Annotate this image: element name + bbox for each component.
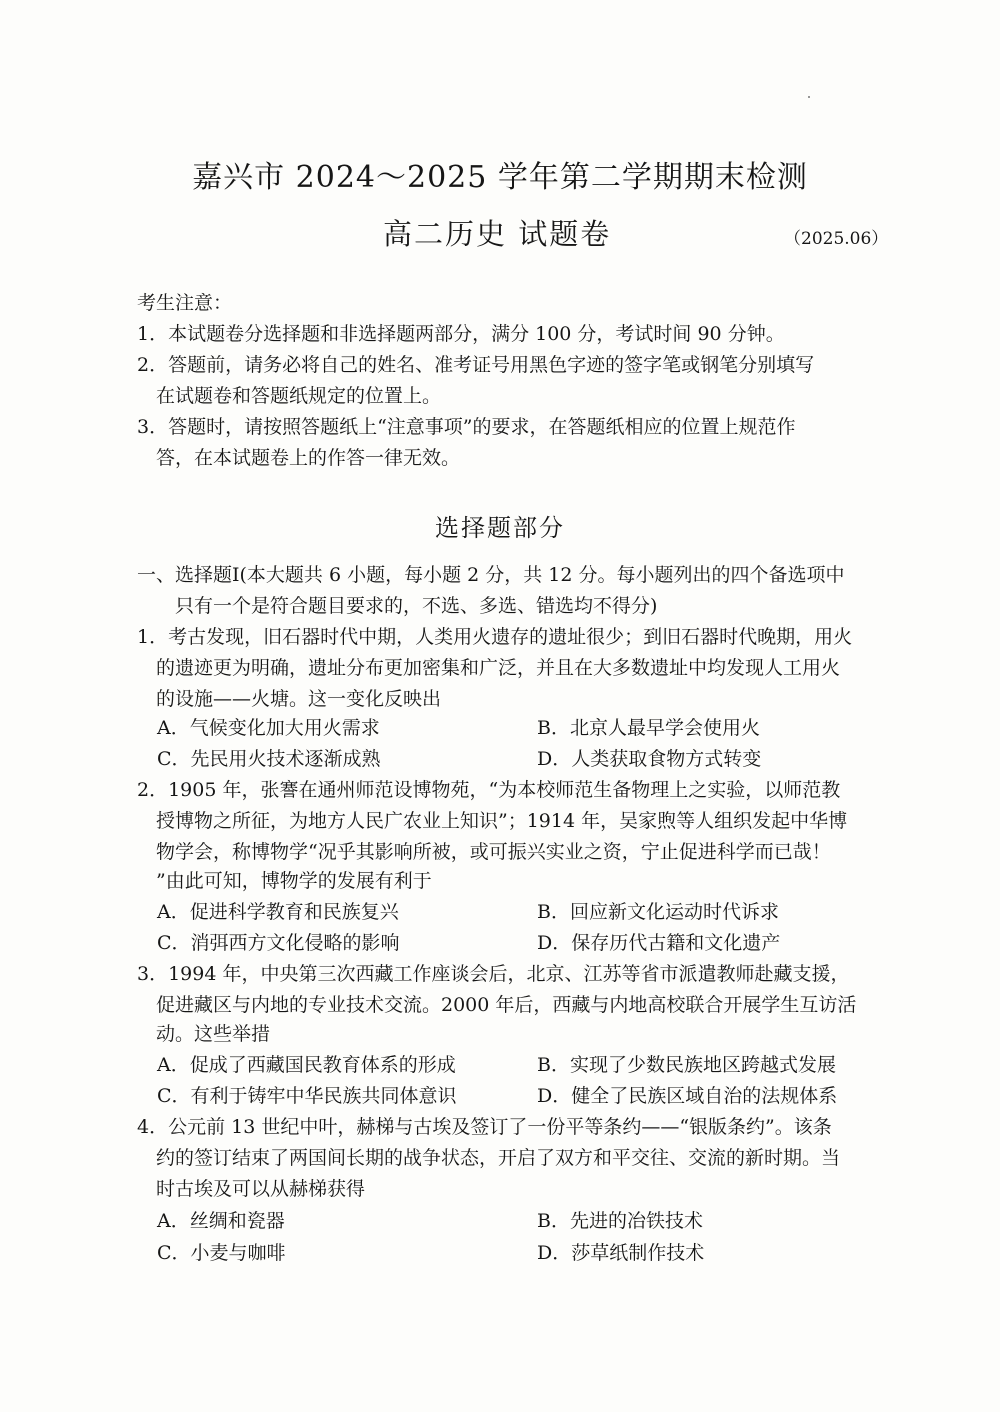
part1-instruction: 一、选择题Ⅰ(本大题共 6 小题，每小题 2 分，共 12 分。每小题列出的四个备选项中 (137, 564, 845, 586)
question-4-option-c[interactable]: C．小麦与咖啡 (157, 1242, 286, 1264)
question-1-option-c[interactable]: C．先民用火技术逐渐成熟 (157, 748, 381, 770)
question-2-stem-cont: 物学会，称博物学“况乎其影响所被，或可振兴实业之资，宁止促进科学而已哉！ (156, 841, 831, 863)
question-1-stem-cont: 的设施——火塘。这一变化反映出 (156, 688, 442, 710)
notice-item-3-cont: 答，在本试题卷上的作答一律无效。 (156, 447, 461, 469)
question-3-stem-cont: 动。这些举措 (156, 1023, 271, 1045)
question-2-option-c[interactable]: C．消弭西方文化侵略的影响 (157, 932, 400, 954)
section-title: 选择题部分 (435, 514, 565, 542)
question-4-stem-cont: 时古埃及可以从赫梯获得 (156, 1178, 366, 1200)
question-1-stem: 1．考古发现，旧石器时代中期，人类用火遗存的遗址很少；到旧石器时代晚期，用火 (137, 626, 853, 648)
question-4-option-b[interactable]: B．先进的冶铁技术 (537, 1210, 703, 1232)
question-3-option-a[interactable]: A．促成了西藏国民教育体系的形成 (157, 1054, 456, 1076)
question-2-stem-cont: ”由此可知，博物学的发展有利于 (156, 870, 432, 892)
exam-subtitle: 高二历史 试题卷 (383, 217, 612, 251)
question-3-option-c[interactable]: C．有利于铸牢中华民族共同体意识 (157, 1085, 457, 1107)
question-4-stem: 4．公元前 13 世纪中叶，赫梯与古埃及签订了一份平等条约——“银版条约”。该条 (137, 1116, 832, 1138)
notice-item-3: 3．答题时，请按照答题纸上“注意事项”的要求，在答题纸相应的位置上规范作 (137, 416, 796, 438)
question-2-option-d[interactable]: D．保存历代古籍和文化遗产 (537, 932, 781, 954)
question-2-option-b[interactable]: B．回应新文化运动时代诉求 (537, 901, 779, 923)
question-4-option-d[interactable]: D．莎草纸制作技术 (537, 1242, 705, 1264)
question-1-option-a[interactable]: A．气候变化加大用火需求 (157, 717, 380, 739)
notice-item-2-cont: 在试题卷和答题纸规定的位置上。 (156, 385, 442, 407)
exam-date: （2025.06） (784, 229, 889, 249)
notice-item-1: 1．本试题卷分选择题和非选择题两部分，满分 100 分，考试时间 90 分钟。 (137, 323, 785, 345)
question-4-option-a[interactable]: A．丝绸和瓷器 (157, 1210, 285, 1232)
exam-title: 嘉兴市 2024～2025 学年第二学期期末检测 (192, 160, 808, 195)
notice-heading: 考生注意： (137, 292, 233, 314)
notice-item-2: 2．答题前，请务必将自己的姓名、准考证号用黑色字迹的签字笔或钢笔分别填写 (137, 354, 815, 376)
question-3-option-d[interactable]: D．健全了民族区域自治的法规体系 (537, 1085, 838, 1107)
scan-speck (808, 96, 810, 98)
question-2-stem: 2．1905 年，张謇在通州师范设博物苑，“为本校师范生备物理上之实验，以师范教 (137, 779, 841, 801)
question-2-option-a[interactable]: A．促进科学教育和民族复兴 (157, 901, 399, 923)
part1-instruction-cont: 只有一个是符合题目要求的，不选、多选、错选均不得分) (175, 595, 658, 617)
question-3-stem-cont: 促进藏区与内地的专业技术交流。2000 年后，西藏与内地高校联合开展学生互访活 (156, 994, 857, 1016)
question-1-option-d[interactable]: D．人类获取食物方式转变 (537, 748, 762, 770)
question-4-stem-cont: 约的签订结束了两国间长期的战争状态，开启了双方和平交往、交流的新时期。当 (156, 1147, 841, 1169)
question-3-option-b[interactable]: B．实现了少数民族地区跨越式发展 (537, 1054, 836, 1076)
question-3-stem: 3．1994 年，中央第三次西藏工作座谈会后，北京、江苏等省市派遣教师赴藏支援， (137, 963, 850, 985)
question-1-stem-cont: 的遗迹更为明确，遗址分布更加密集和广泛，并且在大多数遗址中均发现人工用火 (156, 657, 841, 679)
question-2-stem-cont: 授博物之所征，为地方人民广农业上知识”；1914 年，吴家煦等人组织发起中华博 (156, 810, 848, 832)
question-1-option-b[interactable]: B．北京人最早学会使用火 (537, 717, 760, 739)
